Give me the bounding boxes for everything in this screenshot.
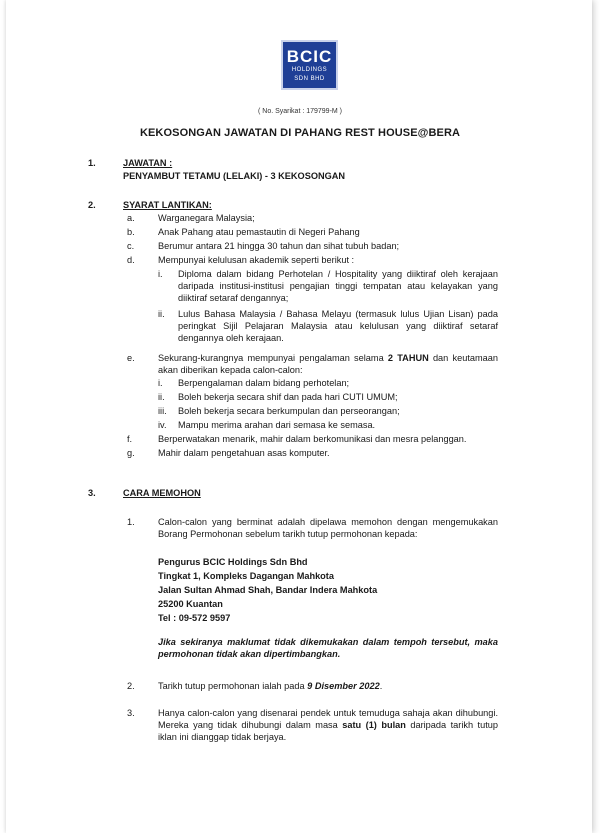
item-e-i-label: i. (158, 378, 163, 388)
item-a-label: a. (127, 213, 135, 223)
item-e-iii-text: Boleh bekerja secara berkumpulan dan perseorangan; (178, 406, 400, 416)
item-c-label: c. (127, 241, 135, 251)
address-phone: Tel : 09-572 9597 (158, 613, 231, 623)
item-e-ii-label: ii. (158, 392, 165, 402)
section-2-heading: SYARAT LANTIKAN: (123, 200, 212, 210)
item-b-label: b. (127, 227, 135, 237)
item-d-i-text: Diploma dalam bidang Perhotelan / Hospitality yang diiktiraf oleh kerajaan daripada institusi-institusi pengajian tinggi tempatan atau kelayakan yang diiktiraf setaraf dengannya; (178, 269, 498, 303)
para-1-label: 1. (127, 517, 135, 527)
item-d-label: d. (127, 255, 135, 265)
item-a-text: Warganegara Malaysia; (158, 213, 255, 223)
item-e-label: e. (127, 353, 135, 363)
experience-duration: 2 TAHUN (387, 353, 429, 363)
para-3-text: Hanya calon-calon yang disenarai pendek untuk temuduga sahaja akan dihubungi. Mereka yang tidak dihubungi dalam masa satu (1) bulan daripada tarikh tutup iklan ini dianggap tidak berjaya. (158, 708, 498, 742)
contact-period: satu (1) bulan (342, 720, 406, 730)
address-line-3: Jalan Sultan Ahmad Shah, Bandar Indera Mahkota (158, 585, 378, 595)
para-2-label: 2. (127, 681, 135, 691)
item-c-text: Berumur antara 21 hingga 30 tahun dan sihat tubuh badan; (158, 241, 400, 251)
item-d-ii-label: ii. (158, 309, 165, 319)
registration-number: ( No. Syarikat : 179799-M ) (257, 108, 343, 115)
item-b-text: Anak Pahang atau pemastautin di Negeri Pahang (158, 227, 360, 237)
section-3-number: 3. (88, 488, 96, 498)
item-e-iv-text: Mampu merima arahan dari semasa ke semasa. (178, 420, 376, 430)
section-1-heading: JAWATAN : (123, 158, 173, 168)
page-title: KEKOSONGAN JAWATAN DI PAHANG REST HOUSE@BERA (139, 127, 461, 139)
logo-name: BCIC (286, 47, 333, 66)
section-1-position: PENYAMBUT TETAMU (LELAKI) - 3 KEKOSONGAN (123, 171, 346, 181)
section-3-heading: CARA MEMOHON (123, 488, 201, 498)
item-d-i-label: i. (158, 269, 163, 279)
para-2-text: Tarikh tutup permohonan ialah pada 9 Disember 2022. (158, 681, 383, 691)
item-e-text: Sekurang-kurangnya mempunyai pengalaman selama 2 TAHUN dan keutamaan akan diberikan kepada calon-calon: (158, 353, 498, 375)
note-text: Jika sekiranya maklumat tidak dikemukakan dalam tempoh tersebut, maka permohonan tidak akan dipertimbangkan. (158, 637, 498, 659)
item-f-text: Berperwatakan menarik, mahir dalam berkomunikasi dan mesra pelanggan. (158, 434, 467, 444)
logo-subtitle-1: HOLDINGS (291, 67, 328, 73)
item-f-label: f. (127, 434, 133, 444)
logo-subtitle-2: SDN BHD (294, 76, 325, 82)
address-line-2: Tingkat 1, Kompleks Dagangan Mahkota (158, 571, 334, 581)
para-1-text: Calon-calon yang berminat adalah dipelawa memohon dengan mengemukakan Borang Permohonan sebelum tarikh tutup permohonan kepada: (158, 517, 498, 539)
para-3-label: 3. (127, 708, 135, 718)
item-e-ii-text: Boleh bekerja secara shif dan pada hari CUTI UMUM; (178, 392, 398, 402)
item-e-iv-label: iv. (158, 420, 167, 430)
item-d-text: Mempunyai kelulusan akademik seperti berikut : (158, 255, 355, 265)
item-g-text: Mahir dalam pengetahuan asas komputer. (158, 448, 330, 458)
address-block (158, 555, 377, 625)
item-g-label: g. (127, 448, 135, 458)
bcic-logo (281, 40, 338, 90)
item-d-ii-text: Lulus Bahasa Malaysia / Bahasa Melayu (termasuk lulus Ujian Lisan) pada peringkat Sijil Pelajaran Malaysia atau kelulusan yang diiktiraf setaraf dengannya oleh kerajaan. (178, 309, 498, 343)
section-2-number: 2. (88, 200, 96, 210)
closing-date: 9 Disember 2022 (307, 681, 380, 691)
item-e-i-text: Berpengalaman dalam bidang perhotelan; (178, 378, 350, 388)
address-line-4: 25200 Kuantan (158, 599, 223, 609)
section-1-number: 1. (88, 158, 96, 168)
item-e-iii-label: iii. (158, 406, 167, 416)
address-line-1: Pengurus BCIC Holdings Sdn Bhd (158, 557, 308, 567)
